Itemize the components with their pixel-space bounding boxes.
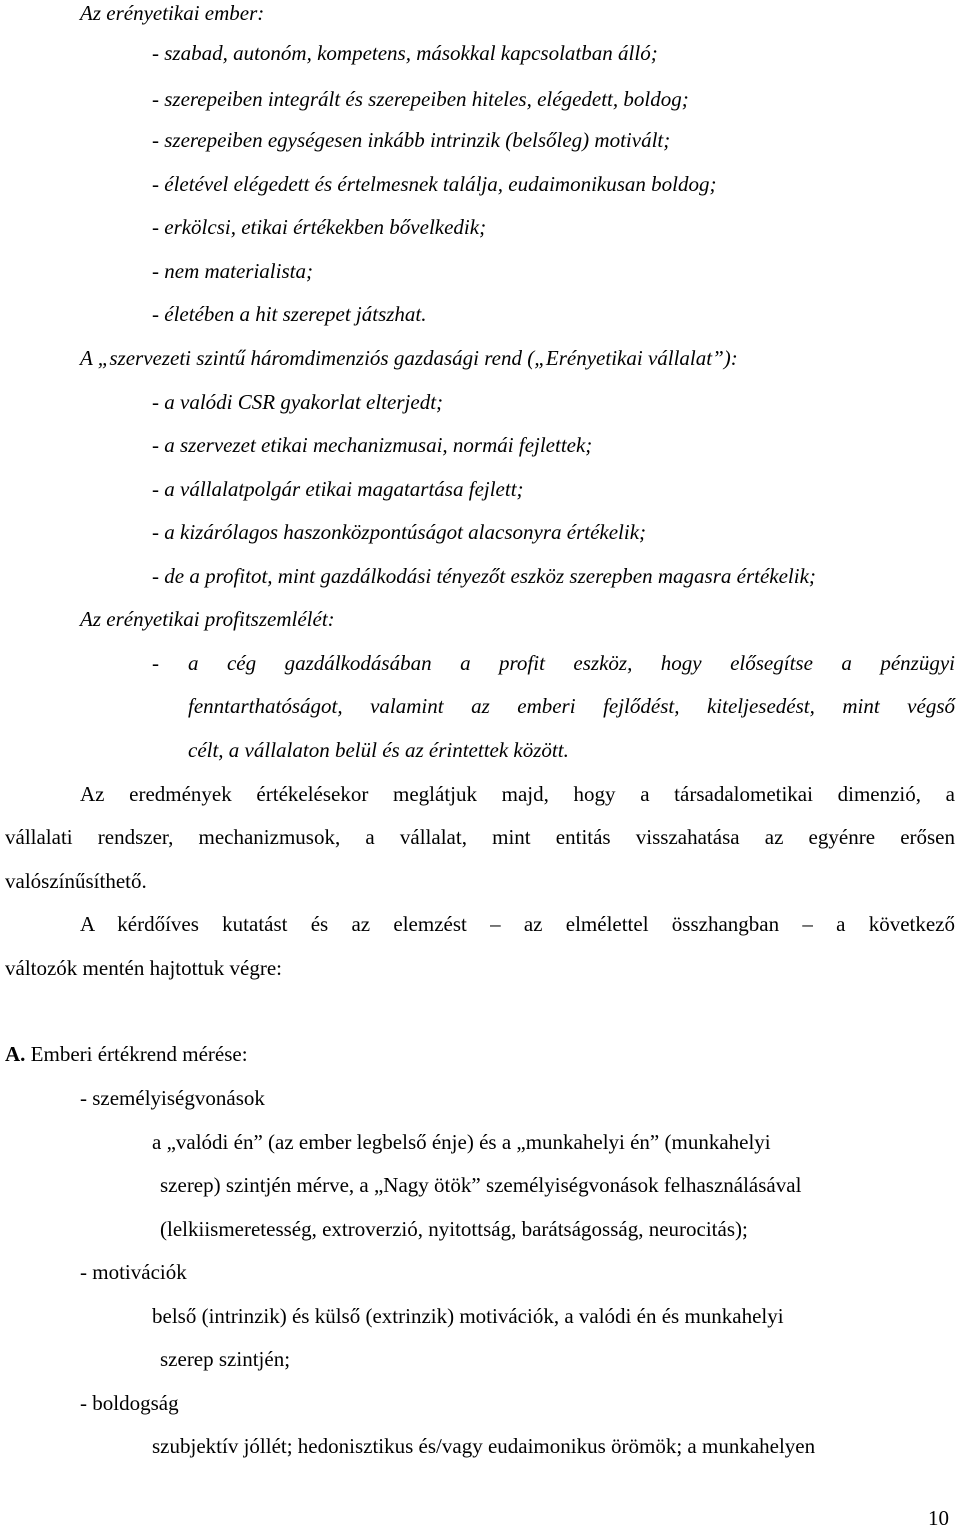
section-a-item-1-line-2: szerep) szintjén mérve, a „Nagy ötök” személyiségvonások felhasználásával bbox=[160, 1173, 802, 1197]
section3-line-3: célt, a vállalaton belül és az érintettek között. bbox=[188, 738, 569, 762]
section3-line-2: fenntarthatóságot, valamint az emberi fejlődést, kiteljesedést, mint végső bbox=[188, 694, 955, 718]
section1-item-1: - szabad, autonóm, kompetens, másokkal kapcsolatban álló; bbox=[152, 41, 658, 65]
section-a-item-2-line-1: belső (intrinzik) és külső (extrinzik) motivációk, a valódi én és munkahelyi bbox=[152, 1304, 784, 1328]
section1-item-5: - erkölcsi, etikai értékekben bővelkedik; bbox=[152, 215, 487, 239]
section2-item-4: - a kizárólagos haszonközpontúságot alacsonyra értékelik; bbox=[152, 520, 647, 544]
section1-item-7: - életében a hit szerepet játszhat. bbox=[152, 302, 427, 326]
section2-item-3: - a vállalatpolgár etikai magatartása fejlett; bbox=[152, 477, 524, 501]
paragraph1-line-1: Az eredmények értékelésekor meglátjuk majd, hogy a társadalometikai dimenzió, a bbox=[80, 782, 955, 806]
section1-item-2: - szerepeiben integrált és szerepeiben hiteles, elégedett, boldog; bbox=[152, 87, 689, 111]
section1-item-3: - szerepeiben egységesen inkább intrinzik (belsőleg) motivált; bbox=[152, 128, 671, 152]
section3-dash: - bbox=[152, 651, 159, 675]
section-a-item-1-label: - személyiségvonások bbox=[80, 1086, 265, 1110]
paragraph1-line-3: valószínűsíthető. bbox=[5, 869, 147, 893]
section1-item-6: - nem materialista; bbox=[152, 259, 313, 283]
section3-line-1: a cég gazdálkodásában a profit eszköz, hogy elősegítse a pénzügyi bbox=[188, 651, 955, 675]
paragraph2-line-2: változók mentén hajtottuk végre: bbox=[5, 956, 282, 980]
section3-heading: Az erényetikai profitszemlélét: bbox=[80, 607, 335, 631]
section-a-item-1-line-3: (lelkiismeretesség, extroverzió, nyitottság, barátságosság, neurocitás); bbox=[160, 1217, 748, 1241]
section-a-item-2-label: - motivációk bbox=[80, 1260, 187, 1284]
section-a-item-2-line-2: szerep szintjén; bbox=[160, 1347, 291, 1371]
section2-item-5: - de a profitot, mint gazdálkodási tényezőt eszköz szerepben magasra értékelik; bbox=[152, 564, 816, 588]
section1-item-4: - életével elégedett és értelmesnek találja, eudaimonikusan boldog; bbox=[152, 172, 717, 196]
section-a-letter: A. bbox=[5, 1042, 26, 1066]
paragraph1-line-2: vállalati rendszer, mechanizmusok, a vállalat, mint entitás visszahatása az egyénre erősen bbox=[5, 825, 955, 849]
section-a-title: Emberi értékrend mérése: bbox=[25, 1042, 248, 1066]
section-a-item-1-line-1: a „valódi én” (az ember legbelső énje) és a „munkahelyi én” (munkahelyi bbox=[152, 1130, 771, 1154]
section2-item-2: - a szervezet etikai mechanizmusai, normái fejlettek; bbox=[152, 433, 593, 457]
section-a-heading bbox=[5, 1041, 248, 1067]
page-number: 10 bbox=[928, 1506, 949, 1530]
section-a-item-3-line-1: szubjektív jóllét; hedonisztikus és/vagy eudaimonikus örömök; a munkahelyen bbox=[152, 1434, 816, 1458]
section2-heading: A „szervezeti szintű háromdimenziós gazdasági rend („Erényetikai vállalat”): bbox=[80, 346, 738, 370]
section1-heading: Az erényetikai ember: bbox=[80, 1, 265, 25]
section-a-item-3-label: - boldogság bbox=[80, 1391, 179, 1415]
section2-item-1: - a valódi CSR gyakorlat elterjedt; bbox=[152, 390, 444, 414]
paragraph2-line-1: A kérdőíves kutatást és az elemzést – az elmélettel összhangban – a következő bbox=[80, 912, 955, 936]
